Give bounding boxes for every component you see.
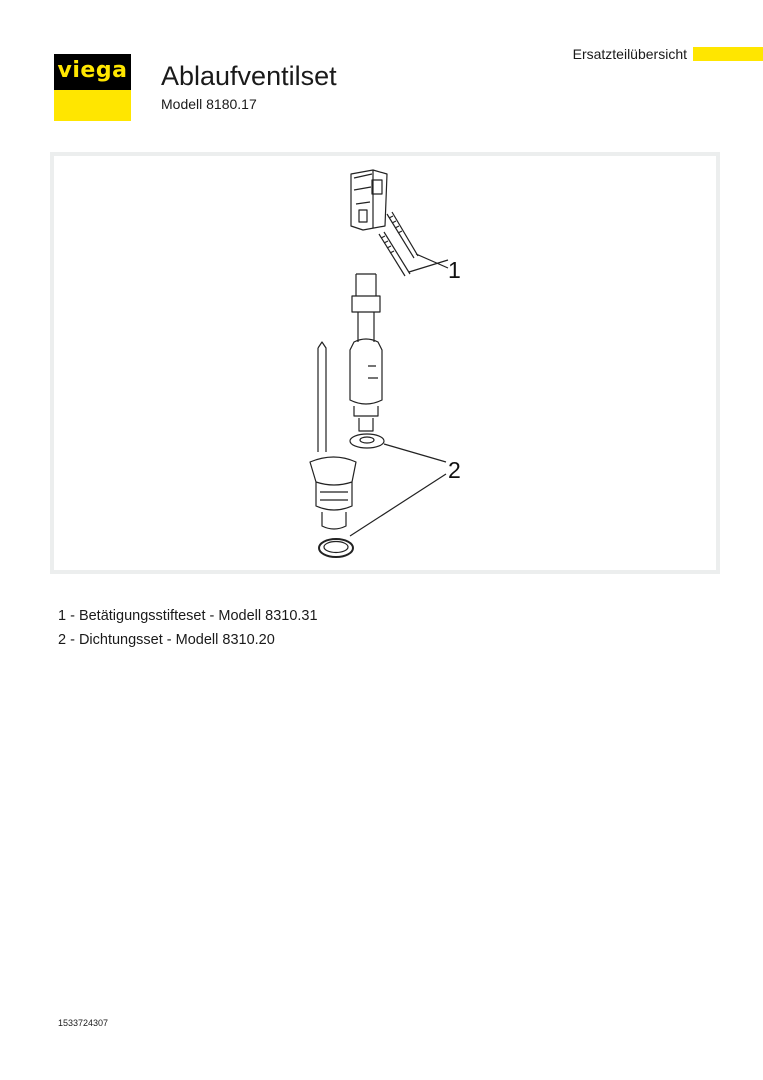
document-number: 1533724307 [58, 1018, 109, 1028]
small-seal-washer [350, 434, 384, 448]
exploded-view-illustration [54, 156, 716, 570]
callout-2-leader-a [384, 444, 446, 462]
callout-2-number: 2 [448, 457, 461, 483]
parts-list-item: 2 - Dichtungsset - Modell 8310.20 [58, 632, 275, 648]
document-type-label: Ersatzteilübersicht [572, 46, 687, 62]
callout-2-leader-b [350, 474, 446, 536]
model-subtitle: Modell 8180.17 [161, 96, 257, 112]
logo-wordmark: viega [57, 57, 128, 83]
parts-list [58, 604, 318, 652]
exploded-view-drawing [50, 152, 720, 574]
page-title: Ablaufventilset [161, 61, 337, 91]
large-seal-ring [319, 539, 353, 557]
document-type-marker [693, 47, 763, 61]
viega-logo [54, 54, 131, 121]
logo-black-block [54, 54, 131, 90]
actuator-housing [351, 170, 387, 230]
valve-stem-and-float [350, 274, 382, 431]
overflow-tube-and-basket [310, 342, 356, 529]
logo-yellow-block [54, 90, 131, 121]
callout-1-number: 1 [448, 257, 461, 283]
parts-list-item: 1 - Betätigungsstifteset - Modell 8310.31 [58, 608, 318, 624]
